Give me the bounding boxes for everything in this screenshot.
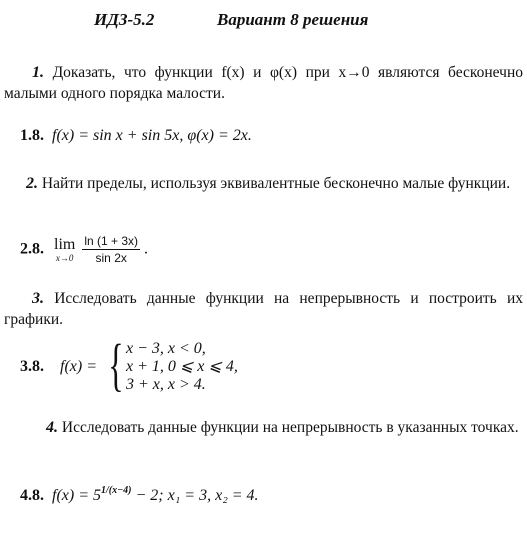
task-4-number: 4. (46, 419, 58, 436)
problem-4-8-label: 4.8. (20, 487, 44, 504)
task-1-number: 1. (32, 64, 44, 81)
task-1-text: Доказать, что функции f(x) и φ(x) при x→0 являются бесконечно малыми одного порядка малости. (4, 64, 524, 102)
fraction-numerator: ln (1 + 3x) (84, 234, 139, 248)
task-3-statement (4, 288, 523, 330)
task-2-statement (4, 173, 523, 194)
problem-4-8-exponent: 1/(x−4) (101, 485, 132, 496)
problem-2-8-label: 2.8. (20, 240, 44, 258)
limit-lim: lim (54, 235, 76, 253)
problem-1-8-formula: f(x) = sin x + sin 5x, φ(x) = 2x. (52, 127, 252, 144)
problem-3-8-label-wrap (20, 358, 44, 376)
problem-4-8-formula-end: − 2; x₁ = 3, x₂ = 4. (131, 487, 259, 504)
problem-4-8 (20, 487, 259, 505)
piecewise-case-3: 3 + x, x > 4. (126, 376, 206, 393)
piecewise-case-2: x + 1, 0 ⩽ x ⩽ 4, (126, 358, 238, 375)
task-2-text: Найти пределы, используя эквивалентные бесконечно малые функции. (41, 175, 511, 192)
fraction-denominator: sin 2x (95, 251, 127, 265)
limit-tail: . (144, 240, 149, 258)
limit-under: x→0 (55, 252, 74, 263)
brace-symbol: { (108, 332, 124, 397)
problem-3-8-lhs: f(x) = (60, 358, 97, 375)
task-4-statement (4, 417, 523, 438)
header-title: ИДЗ-5.2 (94, 10, 155, 29)
task-3-text: Исследовать данные функции на непрерывность и построить их графики. (4, 290, 523, 328)
task-2-number: 2. (26, 175, 38, 192)
problem-3-8-label: 3.8. (20, 358, 44, 375)
limit-operator (54, 237, 75, 263)
task-1-statement (4, 62, 523, 104)
piecewise-case-1: x − 3, x < 0, (126, 340, 206, 357)
problem-2-8 (20, 234, 148, 265)
limit-fraction (82, 234, 140, 265)
problem-1-8-label: 1.8. (20, 127, 44, 144)
problem-1-8 (20, 127, 252, 145)
header-variant: Вариант 8 решения (217, 10, 369, 29)
problem-4-8-formula-start: f(x) = 5 (52, 487, 101, 504)
task-4-text: Исследовать данные функции на непрерывность в указанных точках. (61, 419, 519, 436)
task-3-number: 3. (32, 290, 44, 307)
